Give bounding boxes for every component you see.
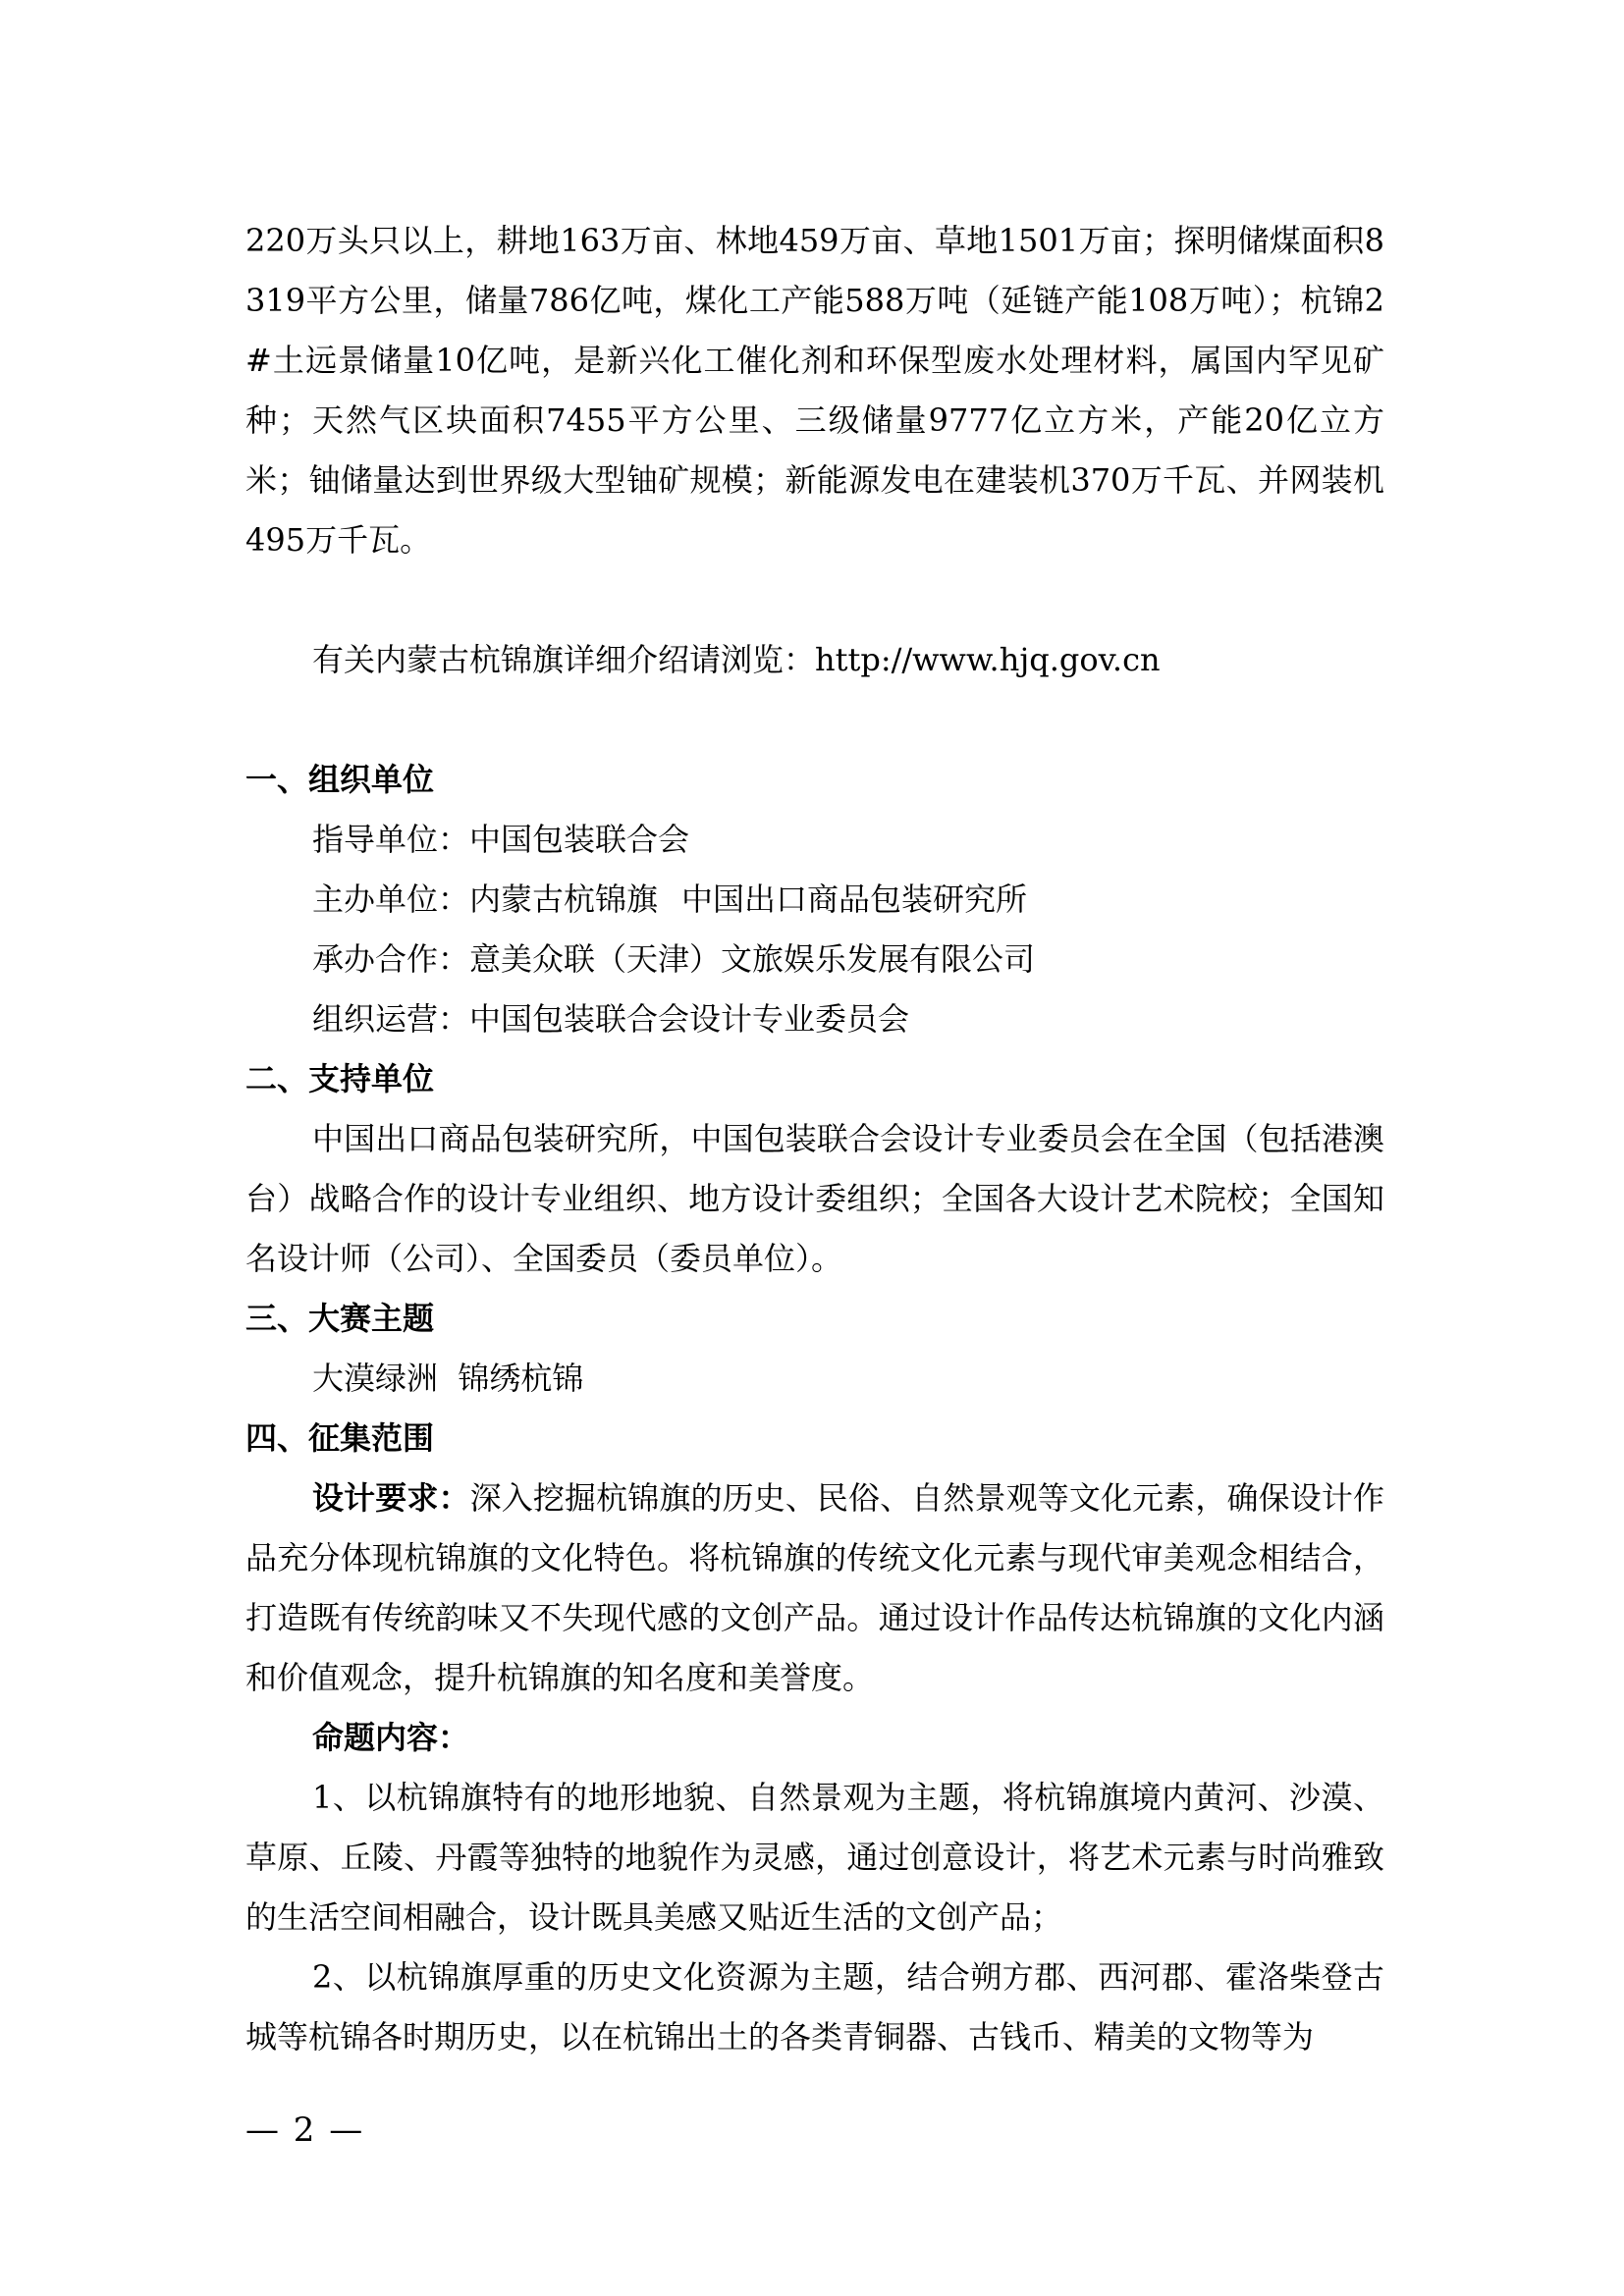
website-paragraph: 有关内蒙古杭锦旗详细介绍请浏览：http://www.hjq.gov.cn — [312, 641, 1161, 678]
org-label: 指导单位： — [312, 821, 470, 858]
org-value: 意美众联（天津）文旅娱乐发展有限公司 — [469, 940, 1036, 978]
design-requirements-label: 设计要求： — [312, 1479, 470, 1517]
topic-item-1: 1、以杭锦旗特有的地形地貌、自然景观为主题，将杭锦旗境内黄河、沙漠、草原、丘陵、丹霞等独特的地貌作为灵感，通过创意设计，将艺术元素与时尚雅致的生活空间相融合，设计既具美感又贴近生活的文创产品； — [245, 1779, 1384, 1936]
org-row-host — [312, 870, 1027, 930]
design-requirements-text: 深入挖掘杭锦旗的历史、民俗、自然景观等文化元素，确保设计作品充分体现杭锦旗的文化特色。将杭锦旗的传统文化元素与现代审美观念相结合，打造既有传统韵味又不失现代感的文创产品。通过设计作品传达杭锦旗的文化内涵和价值观念，提升杭锦旗的知名度和美誉度。 — [245, 1479, 1384, 1696]
topic-content-label: 命题内容： — [312, 1719, 470, 1756]
page-number: — 2 — — [245, 2110, 365, 2150]
org-value: 中国包装联合会 — [469, 821, 690, 858]
org-value-secondary: 中国出口商品包装研究所 — [681, 881, 1028, 918]
org-row-operation — [312, 989, 909, 1049]
section-2-heading: 二、支持单位 — [245, 1060, 435, 1097]
section-1-heading: 一、组织单位 — [245, 761, 435, 798]
topic-item-2: 2、以杭锦旗厚重的历史文化资源为主题，结合朔方郡、西河郡、霍洛柴登古城等杭锦各时期历史，以在杭锦出土的各类青铜器、古钱币、精美的文物等为 — [245, 1958, 1384, 2056]
org-label: 组织运营： — [312, 1000, 470, 1038]
intro-paragraph: 220万头只以上，耕地163万亩、林地459万亩、草地1501万亩；探明储煤面积8319平方公里，储量786亿吨，煤化工产能588万吨（延链产能108万吨）；杭锦2#土远景储量10亿吨，是新兴化工催化剂和环保型废水处理材料，属国内罕见矿种；天然气区块面积7455平方公里、三级储量9777亿立方米，产能20亿立方米；铀储量达到世界级大型铀矿规模；新能源发电在建装机370万千瓦、并网装机495万千瓦。 — [245, 222, 1384, 559]
org-label: 主办单位： — [312, 881, 470, 918]
section-4-heading: 四、征集范围 — [245, 1419, 435, 1457]
section-2-text: 中国出口商品包装研究所，中国包装联合会设计专业委员会在全国（包括港澳台）战略合作的设计专业组织、地方设计委组织；全国各大设计艺术院校；全国知名设计师（公司）、全国委员（委员单位）。 — [245, 1120, 1384, 1277]
org-row-cooperation — [312, 930, 1035, 989]
org-row-guide — [312, 810, 689, 870]
design-requirements-paragraph — [245, 1468, 1384, 1708]
section-3-text: 大漠绿洲 锦绣杭锦 — [312, 1360, 584, 1397]
org-value: 内蒙古杭锦旗 — [469, 881, 659, 918]
org-label: 承办合作： — [312, 940, 470, 978]
org-value: 中国包装联合会设计专业委员会 — [469, 1000, 910, 1038]
section-3-heading: 三、大赛主题 — [245, 1300, 435, 1337]
